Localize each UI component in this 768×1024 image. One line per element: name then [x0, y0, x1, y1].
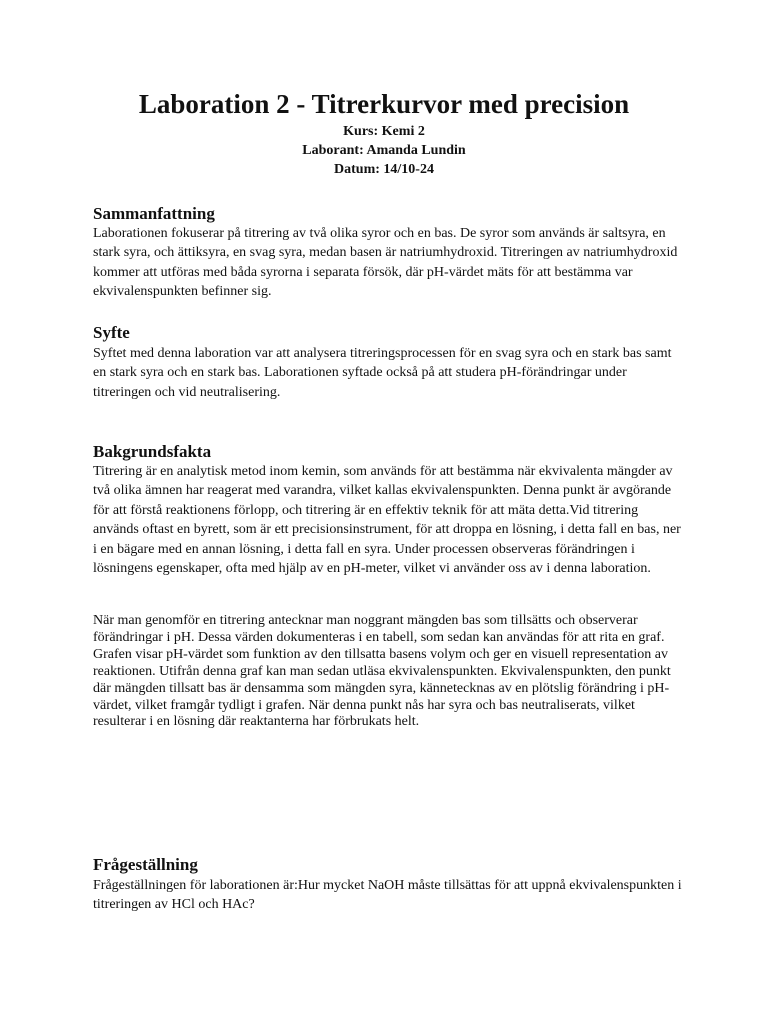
section-text-background-1: Titrering är en analytisk metod inom kemin, som används för att bestämma när ekvivalenta mängder av två olika ämnen har reagerat med varandra, vilket kallas ekvivalenspunkten. Denna punkt är avgörande för att förstå reaktionens förlopp, och titrering är en effektiv teknik för att mäta detta.Vid titrering används oftast en byrett, som är ett precisionsinstrument, för att droppa en lösning, i detta fall en bas, ner i en bägare med en annan lösning, i detta fall en syra. Under processen observeras förändringen i lösningens egenskaper, ofta med hjälp av en pH-meter, vilket vi använder oss av i denna laboration.: [93, 464, 681, 577]
section-heading-background: Bakgrundsfakta: [93, 442, 212, 461]
section-text-background-2: När man genomför en titrering antecknar man noggrant mängden bas som tillsätts och observerar förändringar i pH. Dessa värden dokumenteras i en tabell, som sedan kan användas för att rita en graf. Grafen visar pH-värdet som funktion av den tillsatta basens volym och ger en visuell representation av reaktionen. Utifrån denna graf kan man sedan utläsa ekvivalenspunkten. Ekvivalenspunkten, den punkt där mängden tillsatt bas är densamma som mängden syra, kännetecknas av en plötslig förändring i pH-värdet, vilket framgår tydligt i grafen. När denna punkt nås har syra och bas neutraliserats, vilket resulterar i en lösning där reaktanterna har förbrukats helt.: [93, 613, 671, 730]
section-text-purpose: Syftet med denna laboration var att analysera titreringsprocessen för en svag syra och en stark bas samt en stark syra och en stark bas. Laborationen syftade också på att studera pH-förändringar under titreringen och vid neutralisering.: [93, 346, 672, 400]
section-heading-purpose: Syfte: [93, 323, 130, 342]
author-line: Laborant: Amanda Lundin: [302, 143, 466, 158]
section-heading-summary: Sammanfattning: [93, 204, 215, 223]
section-text-question: Frågeställningen för laborationen är:Hur mycket NaOH måste tillsättas för att uppnå ekvivalenspunkten i titreringen av HCl och HAc?: [93, 878, 682, 913]
section-text-summary: Laborationen fokuserar på titrering av två olika syror och en bas. De syror som används är saltsyra, en stark syra, och ättiksyra, en svag syra, medan basen är natriumhydroxid. Titreringen av natriumhydroxid kommer att utföras med båda syrorna i separata försök, där pH-värdet mäts för att bestämma var ekvivalenspunkten befinner sig.: [93, 226, 678, 300]
document-title: Laboration 2 - Titrerkurvor med precision: [138, 89, 630, 119]
course-line: Kurs: Kemi 2: [343, 124, 425, 139]
date-line: Datum: 14/10-24: [334, 162, 434, 177]
section-heading-question: Frågeställning: [93, 855, 198, 874]
